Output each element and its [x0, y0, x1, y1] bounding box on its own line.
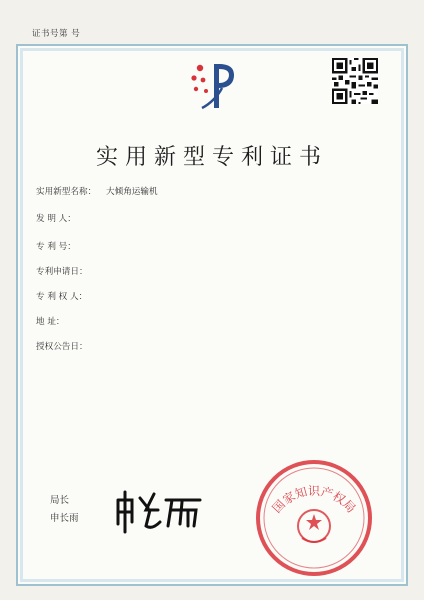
stamp-name: 国家知识产权局	[269, 484, 359, 516]
page-title: 实用新型专利证书	[95, 145, 328, 170]
field-patent-number: 专 利 号：	[36, 242, 76, 252]
field-utility-model-name: 实用新型名称： 大倾角运输机	[36, 187, 158, 197]
field-grant-date: 授权公告日：	[36, 342, 88, 352]
field-inventors: 发 明 人：	[36, 214, 76, 224]
director-name: 申长雨	[50, 513, 79, 524]
field-patentee: 专 利 权 人：	[36, 292, 88, 302]
director-signature	[112, 486, 208, 536]
field-address: 地 址：	[36, 317, 65, 327]
qr-code-icon	[332, 58, 378, 104]
patent-office-emblem-icon	[188, 58, 236, 112]
field-inventors-continued	[36, 224, 106, 234]
director-title: 局长	[50, 495, 70, 506]
field-application-date: 专利申请日：	[36, 267, 88, 277]
certificate-number: 证书号第 号	[32, 29, 81, 39]
official-seal-stamp	[252, 456, 376, 580]
